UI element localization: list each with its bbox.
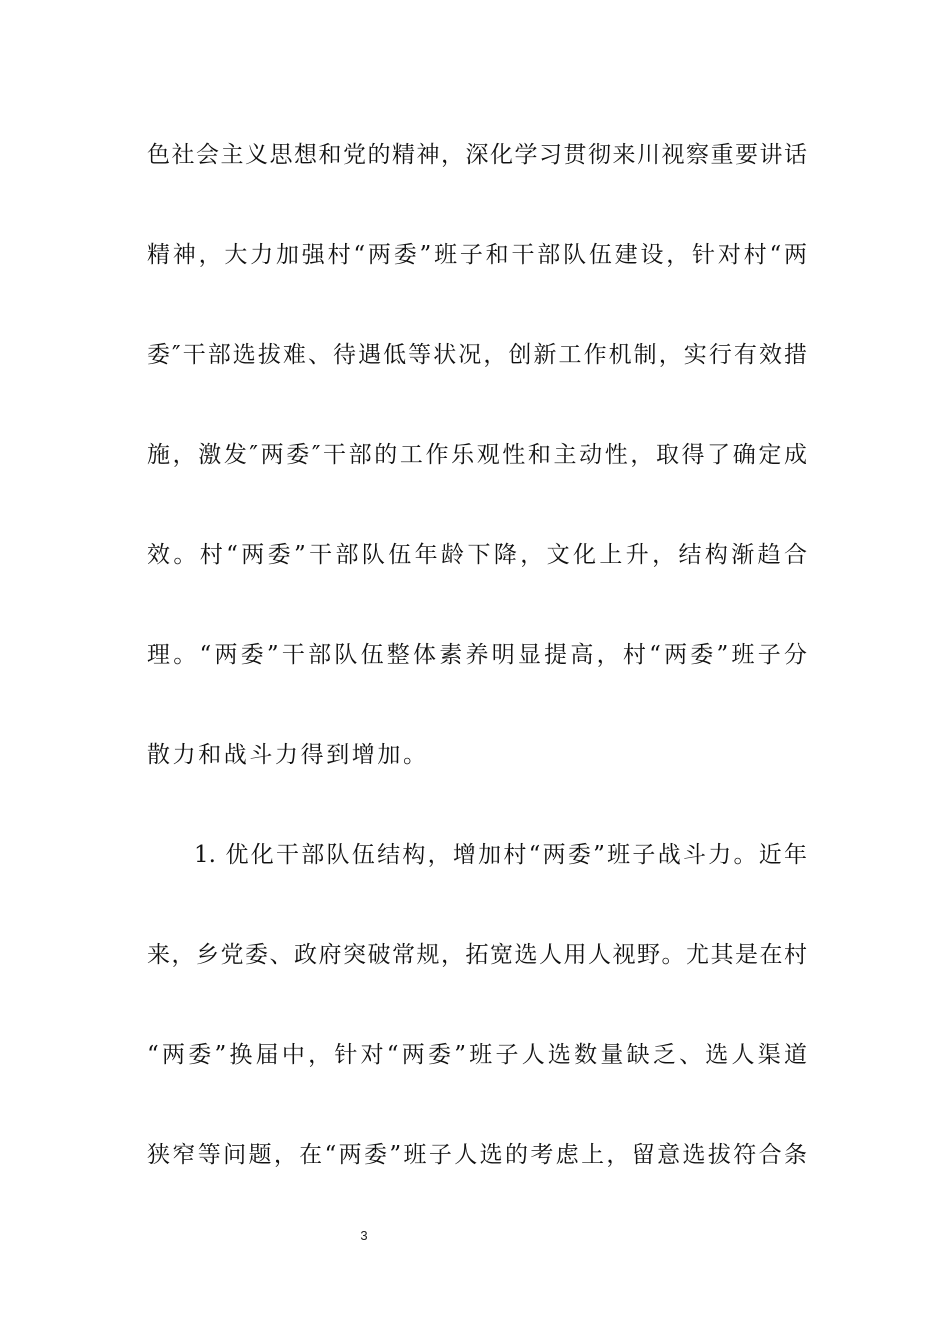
section-heading-line: 1. 优化干部队伍结构，增加村“两委”班子战斗力。近年	[194, 842, 807, 868]
body-text-line-5: 效。村“两委”干部队伍年龄下降，文化上升，结构渐趋合	[147, 542, 807, 568]
body-text-line-3: 委″干部选拔难、待遇低等状况，创新工作机制，实行有效措	[147, 342, 807, 368]
body-text-line-7: 散力和战斗力得到增加。	[147, 742, 429, 768]
body-text-line-9: 来，乡党委、政府突破常规，拓宽选人用人视野。尤其是在村	[147, 942, 807, 968]
body-text-line-10: “两委”换届中，针对“两委”班子人选数量缺乏、选人渠道	[147, 1042, 807, 1068]
body-text-line-1: 色社会主义思想和党的精神，深化学习贯彻来川视察重要讲话	[147, 142, 807, 168]
body-text-line-6: 理。“两委”干部队伍整体素养明显提高，村“两委”班子分	[147, 642, 807, 668]
body-text-line-4: 施，激发″两委″干部的工作乐观性和主动性，取得了确定成	[147, 442, 807, 468]
body-text-line-2: 精神，大力加强村“两委”班子和干部队伍建设，针对村“两	[147, 242, 807, 268]
body-text-line-11: 狭窄等问题，在“两委”班子人选的考虑上，留意选拔符合条	[147, 1142, 807, 1168]
page-number: 3	[360, 1228, 368, 1243]
